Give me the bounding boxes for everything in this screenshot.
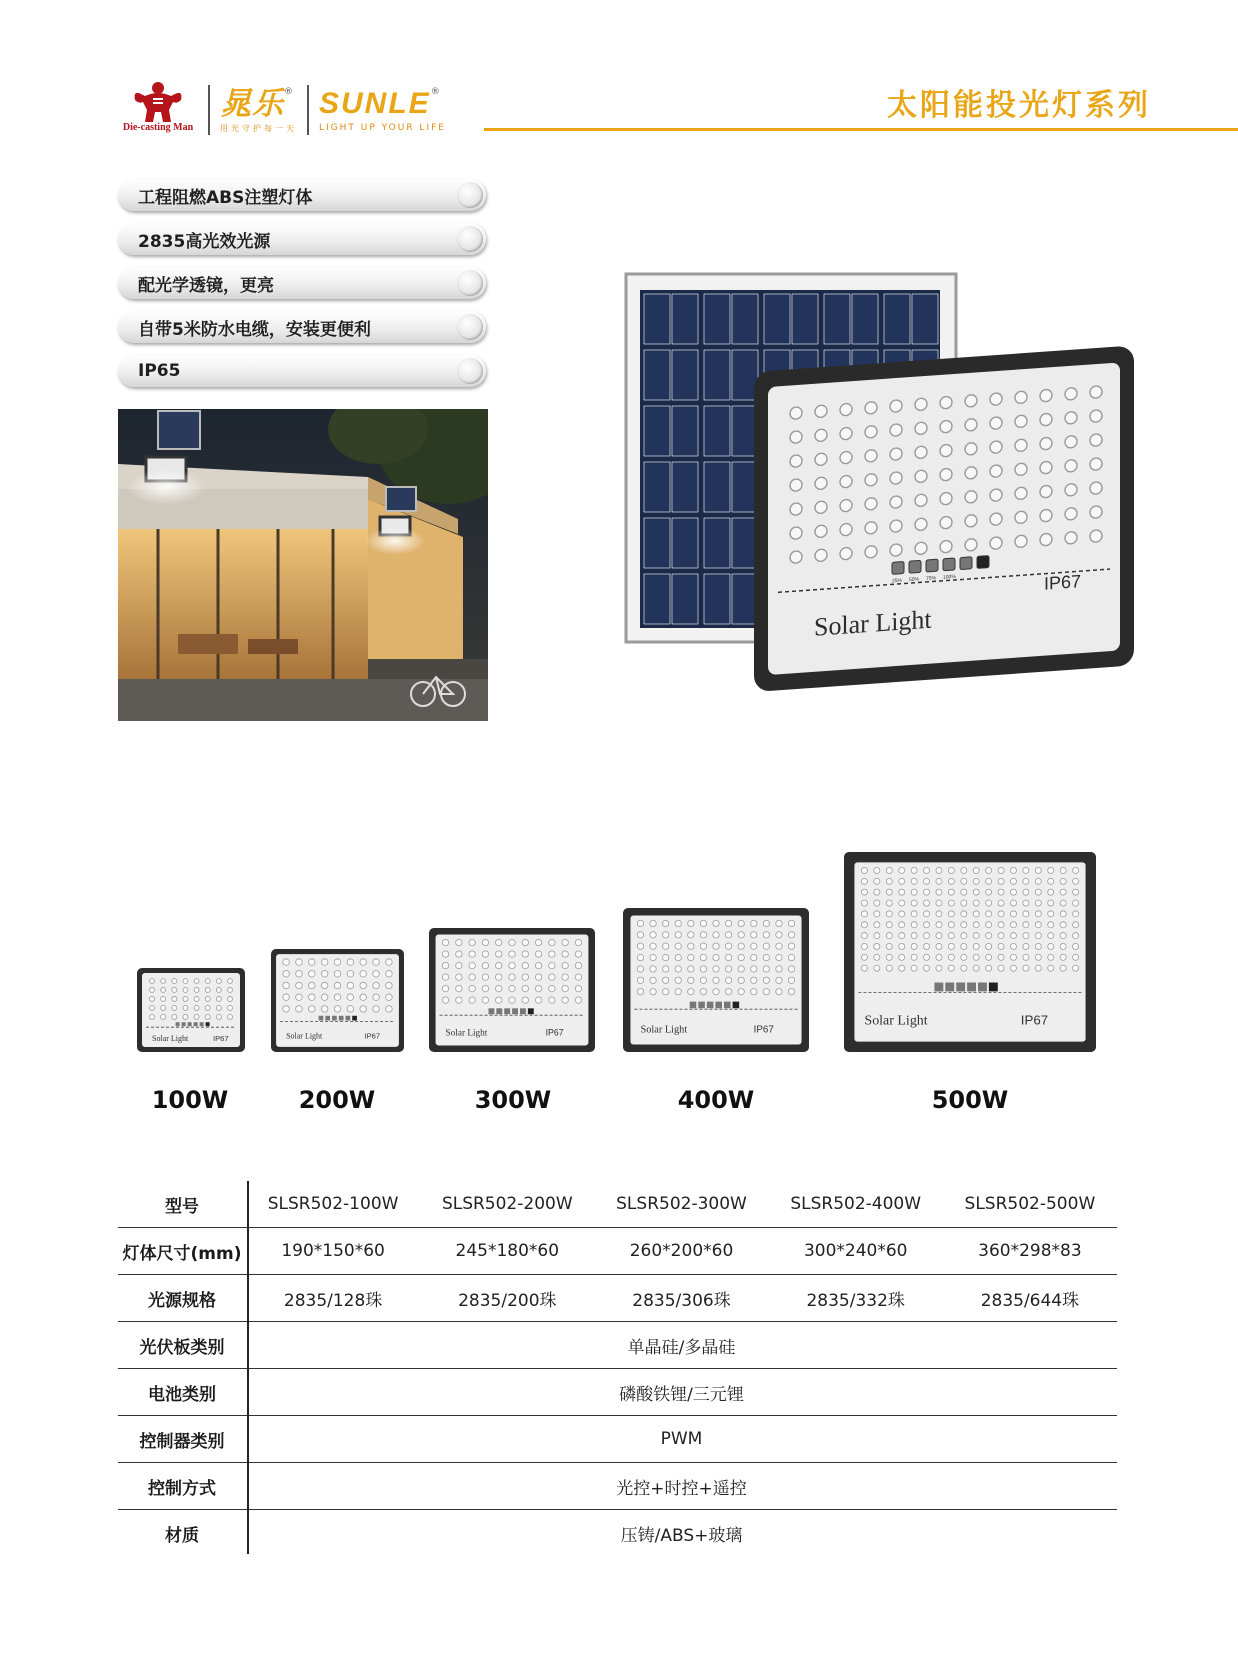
title-underline [484,128,1238,131]
die-casting-man-logo [118,80,198,140]
brand-cn-name: 晁乐 [220,85,284,122]
spec-label: 光伏板类别 [139,1337,225,1358]
lamp-panel-text: Solar Light [445,1027,488,1038]
lamp-ip-rating: IP67 [1020,1012,1049,1028]
spec-label: 型号 [165,1196,199,1217]
logo-divider [307,85,309,135]
lamp-panel-text: Solar Light [152,1033,189,1043]
spec-row-battery [118,1369,1117,1416]
spec-label: 控制器类别 [139,1431,225,1452]
spec-cell: SLSR502-300W [616,1194,747,1214]
spec-cell: 2835/306珠 [632,1290,731,1311]
spec-cell: 300*240*60 [803,1241,908,1261]
logo-divider [208,85,210,135]
spec-row-material [118,1510,1117,1556]
spec-cell: 2835/644珠 [980,1290,1080,1311]
lamp-ip-rating: IP67 [545,1027,564,1038]
lamp-wattage: 100W [151,1086,229,1114]
muscle-man-icon [131,80,185,124]
floodlight-300w-image [428,927,596,1053]
spec-label: 光源规格 [148,1290,216,1311]
spec-row-control-mode [118,1463,1117,1510]
feature-list [118,179,486,399]
svg-text:50%: 50% [909,576,920,584]
spec-label: 电池类别 [148,1384,216,1405]
spec-cell: SLSR502-100W [267,1194,399,1214]
spec-row-source [118,1275,1117,1322]
feature-pill: 2835高光效光源 [118,223,486,255]
feature-pill: 配光学透镜，更亮 [118,267,486,299]
installation-photo [118,409,488,721]
spec-cell: 2835/332珠 [806,1290,905,1311]
lamp-wattage: 200W [298,1086,376,1114]
spec-cell: 单晶硅/多晶硅 [627,1337,736,1358]
lamp-ip-rating: IP67 [753,1024,774,1036]
lamp-ip-rating: IP67 [364,1031,381,1041]
spec-row-controller [118,1416,1117,1463]
lamp-wattage: 300W [474,1086,552,1114]
feature-pill: 自带5米防水电缆，安装更便利 [118,311,486,343]
floodlight-100w-image [136,967,246,1053]
brand-en-logo [319,87,446,133]
spec-row-size [118,1228,1117,1275]
spec-cell: 2835/200珠 [458,1290,557,1311]
hero-ip-rating: IP67 [1044,571,1082,594]
spec-cell: 2835/128珠 [283,1290,383,1311]
lamp-wattage: 500W [931,1086,1009,1114]
brand-en-slogan: LIGHT UP YOUR LIFE [319,123,446,133]
spec-table [118,1181,1117,1556]
feature-pill: IP65 [118,355,486,387]
floodlight-500w-image [843,851,1097,1053]
spec-row-model [118,1181,1117,1228]
spec-cell: 190*150*60 [281,1241,385,1261]
svg-text:100%: 100% [943,573,956,581]
page-title: 太阳能投光灯系列 [887,88,1151,123]
hero-product-image [624,272,1144,712]
spec-label: 材质 [165,1525,199,1546]
floodlight-400w-image [622,907,810,1053]
hero-panel-text: Solar Light [814,604,932,642]
spec-label: 灯体尺寸(mm) [122,1243,242,1264]
lamp-wattage: 400W [677,1086,755,1114]
lamp-ip-rating: IP67 [213,1033,229,1043]
registered-mark: ® [430,87,440,97]
lamp-panel-text: Solar Light [286,1031,323,1041]
spec-cell: 磷酸铁锂/三元锂 [619,1384,744,1405]
spec-cell: 光控+时控+遥控 [616,1478,747,1499]
spec-cell: 压铸/ABS+玻璃 [620,1525,743,1546]
spec-cell: SLSR502-400W [790,1194,922,1214]
lamp-panel-text: Solar Light [864,1013,928,1029]
svg-text:75%: 75% [926,575,937,582]
mascot-caption: Die-casting Man [122,122,194,133]
spec-cell: 260*200*60 [629,1241,734,1261]
spec-cell: SLSR502-200W [441,1194,573,1214]
brand-logo-strip [118,80,446,140]
floodlight-200w-image [270,948,405,1053]
spec-divider [247,1181,249,1554]
spec-row-pv [118,1322,1117,1369]
spec-cell: PWM [660,1429,703,1449]
spec-label: 控制方式 [148,1478,216,1499]
lamp-panel-text: Solar Light [640,1024,688,1036]
spec-cell: 245*180*60 [455,1241,560,1261]
brand-cn-slogan: 用光守护每一天 [220,123,297,133]
spec-cell: 360*298*83 [978,1241,1082,1261]
svg-text:25%: 25% [892,577,903,585]
feature-pill: 工程阻燃ABS注塑灯体 [118,179,486,211]
registered-mark: ® [284,86,293,97]
spec-cell: SLSR502-500W [964,1194,1096,1214]
brand-cn-logo [220,87,297,134]
brand-en-name: SUNLE [319,87,431,120]
